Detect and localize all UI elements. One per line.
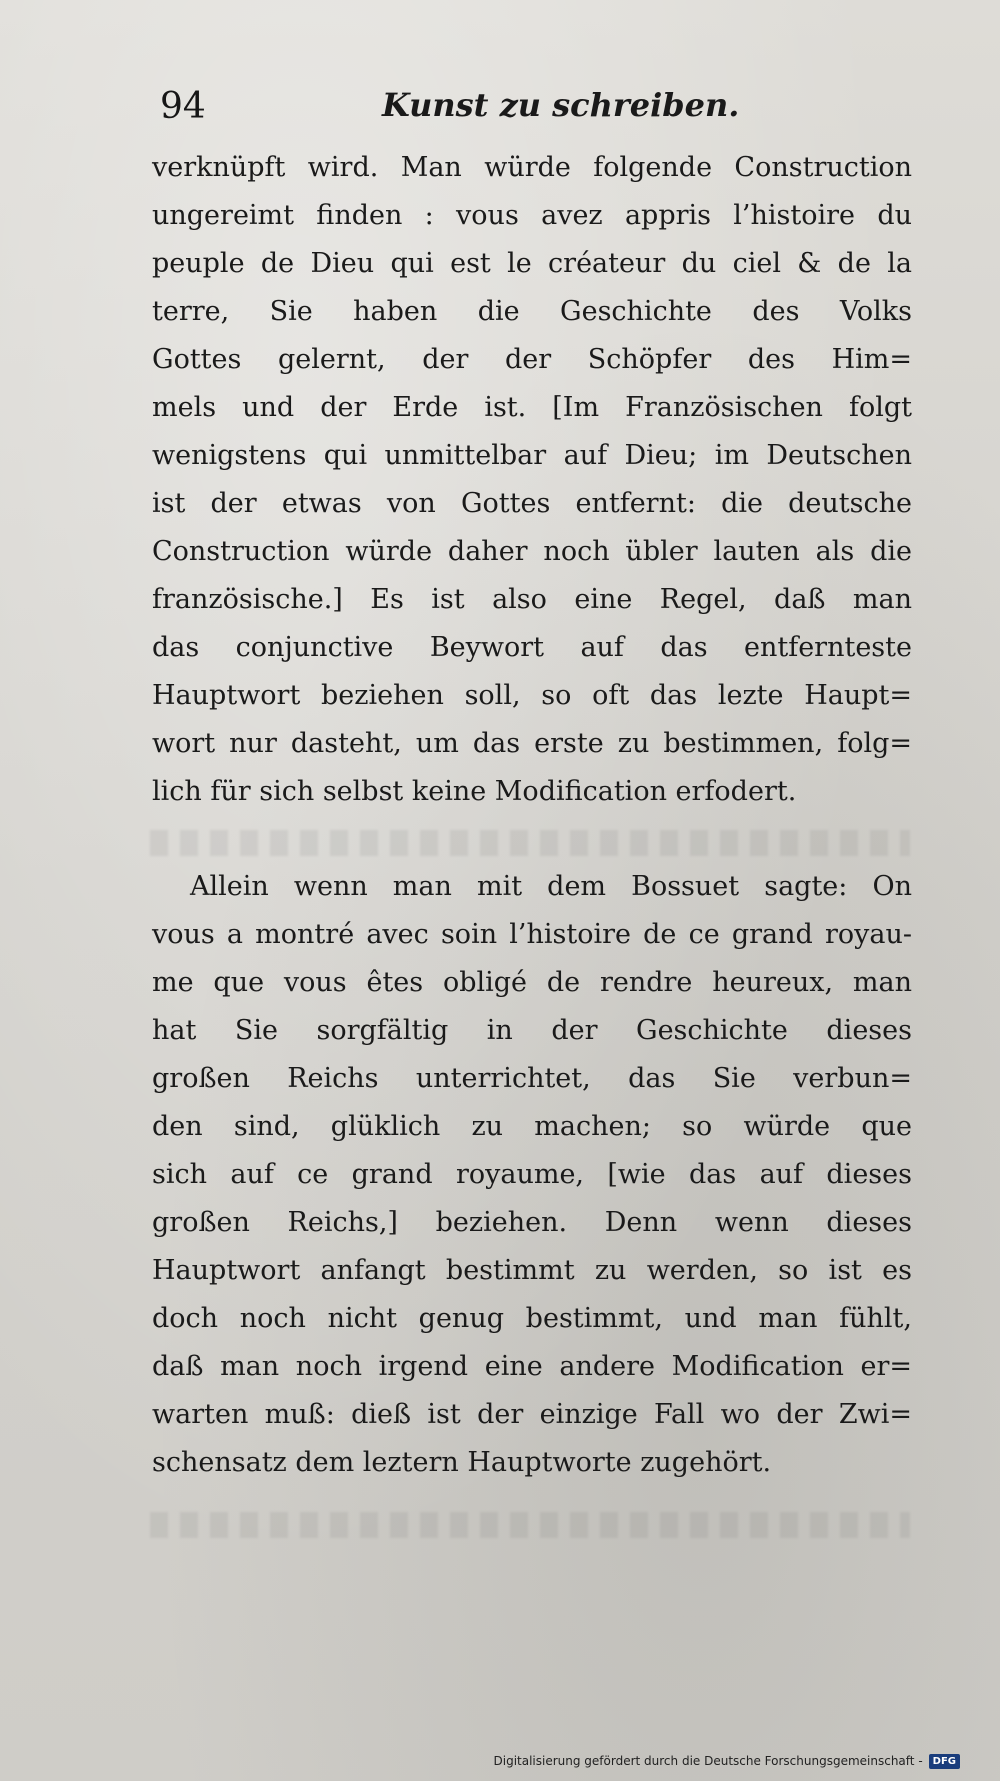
digitization-credit bbox=[494, 1751, 961, 1771]
text-line: großen Reichs unterrichtet, das Sie verbun= bbox=[152, 1063, 912, 1094]
paragraph-1 bbox=[152, 144, 912, 816]
running-title: Kunst zu schreiben. bbox=[382, 86, 740, 124]
text-line: hat Sie sorgfältig in der Geschichte dieses bbox=[152, 1015, 912, 1046]
text-line: das conjunctive Beywort auf das entfernteste bbox=[152, 632, 912, 663]
text-line: Hauptwort beziehen soll, so oft das lezte Haupt= bbox=[152, 680, 912, 711]
paragraph-2 bbox=[152, 863, 912, 1487]
text-line: peuple de Dieu qui est le créateur du ciel & de la bbox=[152, 248, 912, 279]
text-line: verknüpft wird. Man würde folgende Construction bbox=[152, 152, 912, 183]
show-through-bleed bbox=[150, 830, 910, 856]
text-line: Gottes gelernt, der der Schöpfer des Him= bbox=[152, 344, 912, 375]
dfg-logo: DFG bbox=[929, 1754, 960, 1769]
text-line: französische.] Es ist also eine Regel, daß man bbox=[152, 584, 912, 615]
credit-text: Digitalisierung gefördert durch die Deutsche Forschungsgemeinschaft - bbox=[493, 1754, 923, 1768]
text-line: schensatz dem leztern Hauptworte zugehört. bbox=[152, 1447, 772, 1478]
text-line: mels und der Erde ist. [Im Französischen folgt bbox=[152, 392, 912, 423]
page-number: 94 bbox=[160, 86, 206, 127]
text-line: wenigstens qui unmittelbar auf Dieu; im Deutschen bbox=[152, 440, 912, 471]
text-line: sich auf ce grand royaume, [wie das auf dieses bbox=[152, 1159, 912, 1190]
text-line: wort nur dasteht, um das erste zu bestimmen, folg= bbox=[152, 728, 912, 759]
text-line: den sind, glüklich zu machen; so würde que bbox=[152, 1111, 912, 1142]
text-line: doch noch nicht genug bestimmt, und man fühlt, bbox=[152, 1303, 912, 1334]
text-line: vous a montré avec soin l’histoire de ce grand royau- bbox=[152, 919, 912, 950]
text-line: warten muß: dieß ist der einzige Fall wo der Zwi= bbox=[152, 1399, 912, 1430]
show-through-bleed bbox=[150, 1512, 910, 1538]
text-line: großen Reichs,] beziehen. Denn wenn dieses bbox=[152, 1207, 912, 1238]
text-line: me que vous êtes obligé de rendre heureux, man bbox=[152, 967, 912, 998]
text-line: daß man noch irgend eine andere Modification er= bbox=[152, 1351, 912, 1382]
text-line: terre, Sie haben die Geschichte des Volks bbox=[152, 296, 912, 327]
text-line: Allein wenn man mit dem Bossuet sagte: On bbox=[190, 871, 912, 902]
text-line: ungereimt finden : vous avez appris l’histoire du bbox=[152, 200, 912, 231]
text-line: ist der etwas von Gottes entfernt: die deutsche bbox=[152, 488, 912, 519]
text-line: lich für sich selbst keine Modification erfodert. bbox=[152, 776, 797, 807]
text-line: Hauptwort anfangt bestimmt zu werden, so ist es bbox=[152, 1255, 912, 1286]
text-line: Construction würde daher noch übler lauten als die bbox=[152, 536, 912, 567]
page-header bbox=[152, 86, 912, 130]
